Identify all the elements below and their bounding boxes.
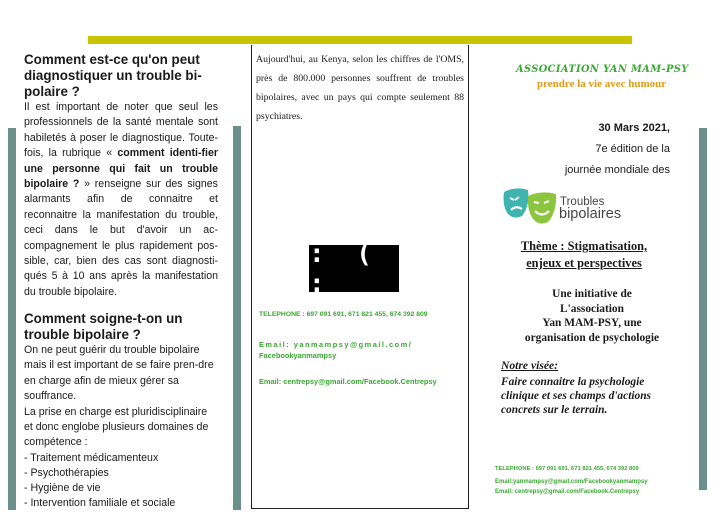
treatment-paragraph-2: La prise en charge est pluridisciplinaire et donc englobe plusieurs domaines de compétence : <box>24 405 209 449</box>
list-item: - Intervention familiale et sociale <box>24 497 176 510</box>
list-item: - Traitement médicamenteux <box>24 451 159 464</box>
diagnosis-paragraph: Il est important de noter que seul les professionnels de la santé mentale sont habiletés à poser le diagnostique. Toute-fois, la rubrique « comment identi-fier une personne qui fait un trouble bipolaire ? » renseigne sur des signes alarmants afin de connaitre et reconnaitre la manifestation du trouble, ceci dans le but d'avoir un ac-compagnement le plus rapidement pos-sible, car, bien des cas sont diagnosti-qués 5 à 10 ans après la manifestation du trouble bipolaire. <box>24 101 218 298</box>
email-middle-1: Email: yanmampsy@gmail.com/ <box>259 340 413 349</box>
initiative-text: Une initiative de L'association Yan MAM-PSY, une organisation de psychologie <box>524 288 660 344</box>
sad-face-emoticon: : ( : <box>309 245 399 292</box>
left-accent-bar-2 <box>233 126 241 510</box>
list-item: - Psychothérapies <box>24 467 109 480</box>
telephone-middle: TELEPHONE : 697 091 691, 671 821 455, 674 392 809 <box>259 311 428 318</box>
facebook-middle: Facebookyanmampsy <box>259 351 337 360</box>
diagnosis-section <box>24 52 218 300</box>
mission-text: Faire connaitre la psychologie clinique et ses champs d'actions concrets sur le terrain. <box>501 376 651 417</box>
diagnosis-heading: Comment est-ce qu'on peut diagnostiquer un trouble bi-polaire ? <box>24 52 202 99</box>
email-right-2: Email: centrepsy@gmail.com/Facebook.Centrepsy <box>495 489 640 495</box>
association-name: ASSOCIATION YAN MAM-PSY <box>516 64 689 75</box>
event-date: 30 Mars 2021, 7e édition de la journée mondiale des <box>564 122 670 176</box>
telephone-right: TELEPHONE : 697 091 691, 671 821 455, 674 392 809 <box>495 466 639 472</box>
logo-text-bipolaires: bipolaires <box>559 206 622 222</box>
list-item: - Hygiène de vie <box>24 482 101 495</box>
kenya-statistic-quote: Aujourd'hui, au Kenya, selon les chiffres de l'OMS, près de 800.000 personnes souffrent de troubles bipolaires, avec un pays qui compte seulement 88 psychiatres. <box>256 54 464 122</box>
treatment-paragraph-1: On ne peut guérir du trouble bipolaire mais il est important de se faire pren-dre en charge afin de mieux gérer sa souffrance. <box>24 344 214 403</box>
email-right-1: Email:yanmampsy@gmail.com/Facebookyanmampsy <box>495 479 648 485</box>
logo-text-troubles: Troubles <box>560 196 605 208</box>
association-tagline: prendre la vie avec humour <box>537 78 667 90</box>
mission-heading: Notre visée: <box>501 359 558 372</box>
treatment-heading: Comment soigne-t-on un trouble bipolaire ? <box>24 311 183 342</box>
theater-masks-icon <box>502 184 558 228</box>
treatment-list <box>24 451 218 512</box>
theme-title: Thème : Stigmatisation, enjeux et perspectives <box>520 239 648 270</box>
email-middle-2: Email: centrepsy@gmail.com/Facebook.Centrepsy <box>259 377 437 386</box>
left-accent-bar <box>8 128 16 510</box>
top-accent-bar <box>88 36 632 44</box>
diagnosis-bold-phrase: comment identi-fier une personne qui fait un trouble bipolaire ? <box>24 147 218 191</box>
treatment-section <box>24 311 218 512</box>
right-accent-bar <box>699 128 707 490</box>
